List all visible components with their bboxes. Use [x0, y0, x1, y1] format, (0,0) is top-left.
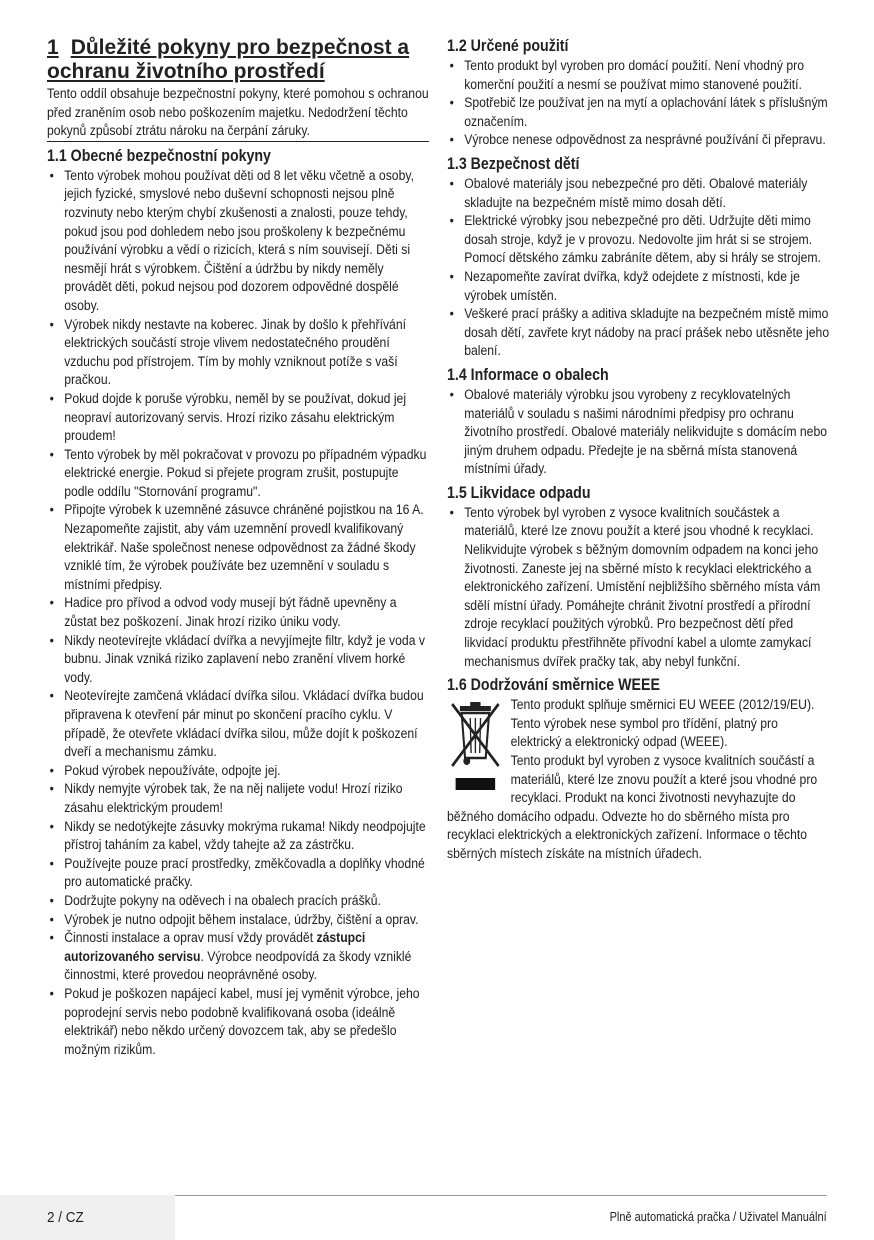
weee-paragraph-2: Tento produkt byl vyroben z vysoce kvalitních součástí a materiálů, které lze znovu použít a které jsou vhodné pro recyklaci. Produkt na konci životnosti nevyhazujte do běžného domácího odpadu. Odvezte ho do sběrného místa pro recyklaci elektrických a elektronických zařízení. Informace o těchto sběrných místech získáte na místních úřadech. [447, 753, 818, 862]
section-title-text: Důležité pokyny pro bezpečnost a ochranu životního prostředí [47, 36, 410, 83]
right-column-text [447, 36, 830, 864]
list-item: • Používejte pouze prací prostředky, změkčovadla a doplňky vhodné pro automatické pračky. [47, 855, 429, 892]
section-title [47, 36, 429, 84]
list-item: • Nezapomeňte zavírat dvířka, když odejdete z místnosti, kde je výrobek umístěn. [447, 268, 830, 305]
service-text-after: . Výrobce neodpovídá za škody vzniklé činnostmi, které provedou neoprávněné osoby. [64, 948, 412, 984]
list-item: • Tento výrobek mohou používat děti od 8 let věku včetně a osoby, jejich fyzické, smyslové nebo duševní schopnosti nejsou plně rozvinuty nebo kterým chybí zkušenosti a znalosti, pouze tehdy, pokud jsou pod dohledem nebo jsou proškoleny k bezpečnému používání výrobku a vědí o rizicích, která s ním souvisejí. Děti si nesmějí hrát s výrobkem. Čištění a údržbu by nikdy neměly provádět děti, pokud nejsou pod dozorem odpovědné dospělé osoby. [47, 167, 429, 316]
list-item: • Pokud je poškozen napájecí kabel, musí jej vyměnit výrobce, jeho poprodejní servis nebo podobně kvalifikovaná osoba (ideálně elektrikář) nebo někdo určený dovozcem tak, aby se předešlo možným rizikům. [47, 985, 429, 1059]
subsection-title: 1.3 Bezpečnost dětí [447, 154, 580, 173]
weee-paragraph-1: Tento produkt splňuje směrnici EU WEEE (2012/19/EU). Tento výrobek nese symbol pro třídění, platný pro elektrický a elektronický odpad (WEEE). [510, 697, 815, 751]
subsection-title: 1.6 Dodržování směrnice WEEE [447, 676, 660, 695]
section-intro: Tento oddíl obsahuje bezpečnostní pokyny, které pomohou s ochranou před zraněním osob nebo poškozením majetku. Nedodržení těchto pokynů způsobí ztrátu nároku na čerpání záruky. [47, 85, 429, 142]
list-item: • Pokud dojde k poruše výrobku, neměl by se používat, dokud jej neopraví autorizovaný servis. Hrozí riziko zásahu elektrickým proudem! [47, 390, 429, 446]
list-item: • Pokud výrobek nepoužíváte, odpojte jej. [47, 762, 429, 781]
list-item: • Hadice pro přívod a odvod vody musejí být řádně upevněny a zůstat bez poškození. Jinak hrozí riziko úniku vody. [47, 594, 429, 631]
subsection-title: 1.2 Určené použití [447, 37, 569, 55]
list-item: • Výrobek nikdy nestavte na koberec. Jinak by došlo k přehřívání elektrických součástí stroje vlivem nedostatečného proudění vzduchu pod přístrojem. Tím by mohly vzniknout potíže s vaší pračkou. [47, 316, 429, 390]
list-item: • Tento výrobek by měl pokračovat v provozu po případném výpadku elektrické energie. Pokud si přejete program zrušit, postupujte podle oddílu "Stornování programu". [47, 446, 429, 502]
bullet-list [447, 386, 830, 479]
list-item: • Tento výrobek byl vyroben z vysoce kvalitních součástek a materiálů, které lze znovu použít a které jsou vhodné k recyklaci. Nelikvidujte výrobek s běžným domovním odpadem na konci jeho životnosti. Zaneste jej na sběrné místo k recyklaci elektrického a elektronického zařízení. Umístění nejbližšího sběrného místa vám sdělí místní úřady. Pomáhejte chránit životní prostředí a přírodní zdroje recyklací použitých výrobků. Pro bezpečnost dětí před likvidací produktu přestřihněte přívodní kabel a ulomte zamykací mechanismus dvířek pračky tak, aby nebyl funkční. [447, 504, 830, 671]
list-item: • Elektrické výrobky jsou nebezpečné pro děti. Udržujte děti mimo dosah stroje, když je v provozu. Nedovolte jim hrát si se strojem. Pomocí dětského zámku zabráníte dětem, aby si hrály se strojem. [447, 212, 830, 268]
list-item: • Dodržujte pokyny na oděvech i na obalech pracích prášků. [47, 892, 429, 911]
section-number: 1 [47, 36, 59, 59]
subsection-1-1 [47, 146, 429, 1060]
bullet-list [447, 175, 830, 361]
list-item: • Nikdy se nedotýkejte zásuvky mokrýma rukama! Nikdy neodpojujte přístroj taháním za kabel, vždy tahejte až za zástrčku. [47, 818, 429, 855]
subsection-title: 1.4 Informace o obalech [447, 365, 609, 384]
list-item: • Nikdy nemyjte výrobek tak, že na něj nalijete vodu! Hrozí riziko zásahu elektrickým proudem! [47, 780, 429, 817]
subsection-title: 1.5 Likvidace odpadu [447, 483, 591, 502]
service-text-before: Činnosti instalace a oprav musí vždy provádět [64, 930, 317, 947]
bullet-list [447, 504, 830, 671]
footer-divider [175, 1195, 827, 1196]
right-column [447, 36, 830, 864]
list-item: • Připojte výrobek k uzemněné zásuvce chráněné pojistkou na 16 A. Nezapomeňte zajistit, aby vám uzemnění provedl kvalifikovaný elektrikář. Naše společnost nenese odpovědnost za žádné škody vzniklé tím, že výrobek používáte bez uzemnění v souladu s místními předpisy. [47, 501, 429, 594]
list-item: • Obalové materiály výrobku jsou vyrobeny z recyklovatelných materiálů v souladu s našimi národními předpisy pro ochranu životního prostředí. Obalové materiály nelikvidujte s domácím nebo jiným druhem odpadu. Předejte je na sběrná místa stanovená místními úřady. [447, 386, 830, 479]
weee-block [447, 696, 830, 863]
list-item: • Obalové materiály jsou nebezpečné pro děti. Obalové materiály skladujte na bezpečném místě mimo dosah dětí. [447, 175, 830, 212]
service-text-bold: zástupci autorizovaného servisu [64, 930, 366, 965]
list-item: • Tento produkt byl vyroben pro domácí použití. Není vhodný pro komerční použití a nesmí se používat mimo stanovené použití. [447, 57, 830, 94]
document-title: Plně automatická pračka / Uživatel Manuální [609, 1210, 827, 1224]
subsection-title: 1.1 Obecné bezpečnostní pokyny [47, 146, 271, 165]
list-item-service [47, 929, 429, 985]
list-item: • Nikdy neotevírejte vkládací dvířka a nevyjímejte filtr, když je voda v bubnu. Jinak vzniká riziko zaplavení nebo zranění vlivem horké vody. [47, 632, 429, 688]
page-number: 2 / CZ [47, 1209, 84, 1226]
section-intro-wrap [47, 85, 429, 142]
list-item: • Výrobek je nutno odpojit během instalace, údržby, čištění a oprav. [47, 911, 429, 930]
footer-band [0, 1195, 175, 1240]
list-item: • Veškeré prací prášky a aditiva skladujte na bezpečném místě mimo dosah dětí, zavřete kryt nádoby na prací prášek nebo utěsněte jeho balení. [447, 305, 830, 361]
crossed-out-wheelie-bin-icon [447, 698, 504, 794]
bullet-list [447, 57, 830, 150]
left-column [47, 36, 429, 1059]
list-item: • Výrobce nenese odpovědnost za nesprávné používání či přepravu. [447, 131, 830, 150]
list-item: • Spotřebič lze používat jen na mytí a oplachování látek s příslušným označením. [447, 94, 830, 131]
bullet-list [47, 167, 429, 1060]
list-item: • Neotevírejte zamčená vkládací dvířka silou. Vkládací dvířka budou připravena k otevření pár minut po skončení pracího cyklu. V případě, že otevřete vkládací dvířka silou, může dojít k poškození dveří a mechanismu zámku. [47, 687, 429, 761]
